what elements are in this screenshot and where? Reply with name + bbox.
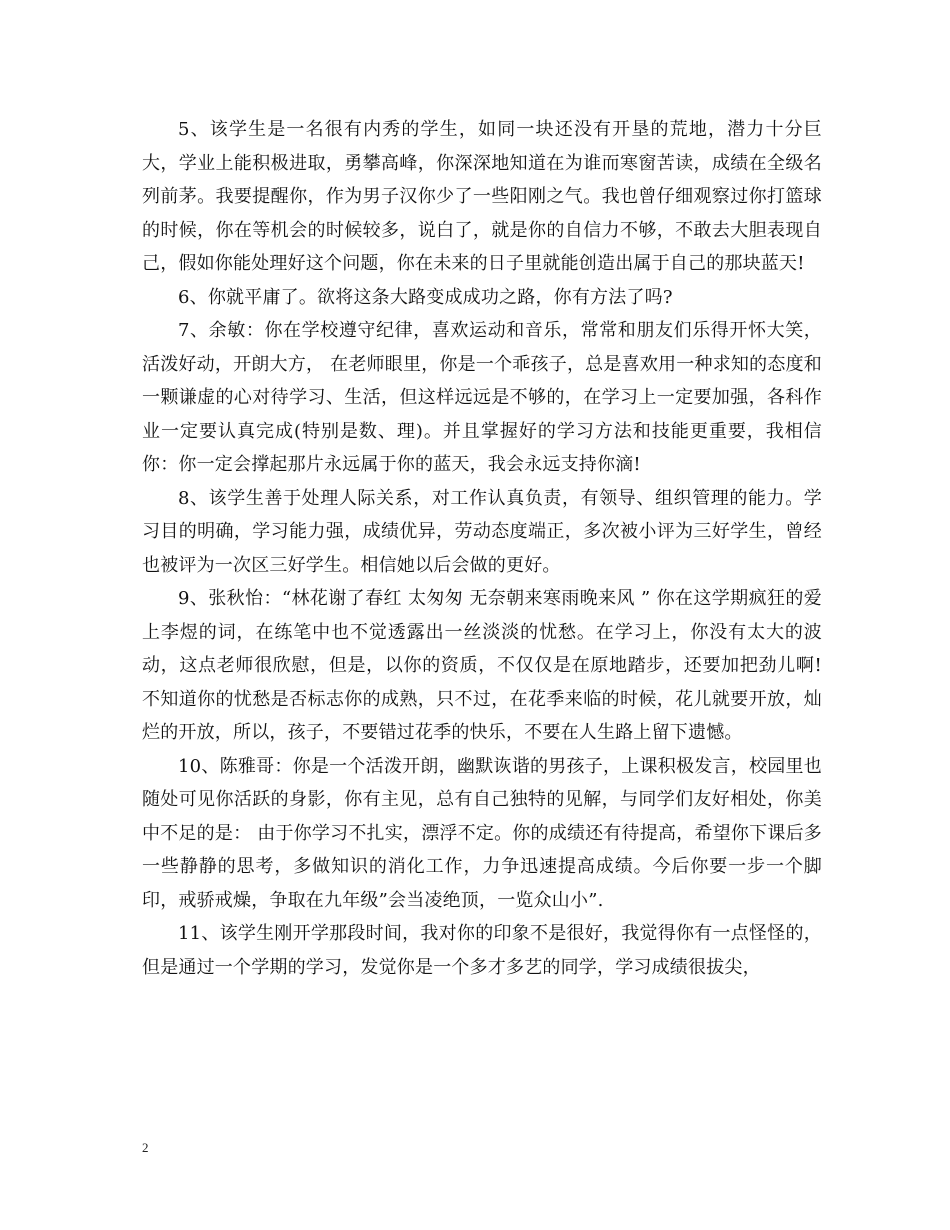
paragraph-10: 10、陈雅哥：你是一个活泼开朗，幽默诙谐的男孩子，上课积极发言，校园里也随处可见你活跃的身影，你有主见，总有自己独特的见解，与同学们友好相处，你美中不足的是： 由于你学习不扎实，漂浮不定。你的成绩还有待提高，希望你下课后多一些静静的思考，多做知识的消化工作，力争迅速提高成绩。今后你要一步一个脚印，戒骄戒燥，争取在九年级”会当凌绝顶，一览众山小”. [142,755,822,911]
paragraph-9: 9、张秋怡：“林花谢了春红 太匆匆 无奈朝来寒雨晚来风 ” 你在这学期疯狂的爱上李煜的词，在练笔中也不觉透露出一丝淡淡的忧愁。在学习上，你没有太大的波动，这点老师很欣慰，但是，以你的资质，不仅仅是在原地踏步，还要加把劲儿啊!不知道你的忧愁是否标志你的成熟，只不过，在花季来临的时候，花儿就要开放，灿烂的开放，所以，孩子，不要错过花季的快乐，不要在人生路上留下遗憾。 [142,588,822,743]
page-number: 2 [142,1140,149,1155]
paragraph-6: 6、你就平庸了。欲将这条大路变成成功之路，你有方法了吗? [178,286,673,308]
paragraph-7: 7、余敏：你在学校遵守纪律，喜欢运动和音乐，常常和朋友们乐得开怀大笑，活泼好动，开朗大方， 在老师眼里，你是一个乖孩子，总是喜欢用一种求知的态度和一颗谦虚的心对待学习、生活，但这样远远是不够的，在学习上一定要加强，各科作业一定要认真完成(特别是数、理)。并且掌握好的学习方法和技能更重要，我相信你：你一定会撑起那片永远属于你的蓝天，我会永远支持你滴! [142,320,822,475]
paragraph-11: 11、该学生刚开学那段时间，我对你的印象不是很好，我觉得你有一点怪怪的，但是通过一个学期的学习，发觉你是一个多才多艺的同学，学习成绩很拔尖， [142,923,822,978]
paragraph-5: 5、该学生是一名很有内秀的学生，如同一块还没有开垦的荒地，潜力十分巨大，学业上能积极进取，勇攀高峰，你深深地知道在为谁而寒窗苦读，成绩在全级名列前茅。我要提醒你，作为男子汉你少了一些阳刚之气。我也曾仔细观察过你打篮球的时候，你在等机会的时候较多，说白了，就是你的自信力不够，不敢去大胆表现自己，假如你能处理好这个问题，你在未来的日子里就能创造出属于自己的那块蓝天! [142,119,822,274]
paragraph-8: 8、该学生善于处理人际关系，对工作认真负责，有领导、组织管理的能力。学习目的明确，学习能力强，成绩优异，劳动态度端正，多次被小评为三好学生，曾经也被评为一次区三好学生。相信她以后会做的更好。 [142,487,822,576]
document-body [142,113,822,984]
